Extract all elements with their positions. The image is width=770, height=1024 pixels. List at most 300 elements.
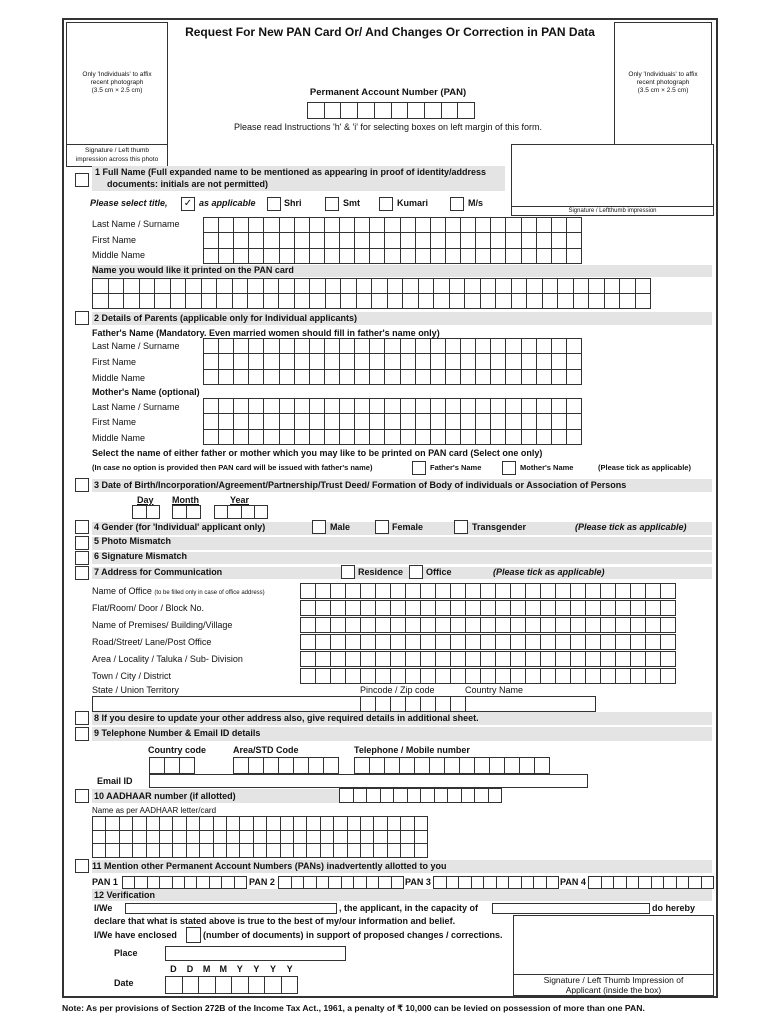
char-cell[interactable] — [385, 354, 400, 369]
char-cell[interactable] — [451, 618, 466, 633]
char-cell[interactable] — [391, 584, 406, 599]
char-cell[interactable] — [451, 584, 466, 599]
char-cell[interactable] — [541, 635, 556, 650]
char-cell[interactable] — [317, 877, 330, 889]
char-cell[interactable] — [310, 399, 325, 414]
dob-day-grid[interactable] — [132, 505, 160, 519]
char-cell[interactable] — [401, 430, 416, 445]
char-cell[interactable] — [421, 584, 436, 599]
char-cell[interactable] — [392, 103, 409, 119]
char-cell[interactable] — [541, 669, 556, 684]
char-cell[interactable] — [571, 618, 586, 633]
char-cell[interactable] — [446, 414, 461, 429]
char-cell[interactable] — [248, 279, 264, 294]
aadhaar-grid[interactable] — [339, 788, 502, 803]
char-cell[interactable] — [552, 370, 567, 385]
char-cell[interactable] — [376, 601, 391, 616]
char-cell[interactable] — [331, 652, 346, 667]
char-cell[interactable] — [522, 414, 537, 429]
char-cell[interactable] — [567, 370, 582, 385]
char-cell[interactable] — [147, 506, 161, 519]
char-cell[interactable] — [374, 831, 387, 845]
char-cell[interactable] — [586, 652, 601, 667]
char-cell[interactable] — [601, 584, 616, 599]
char-cell[interactable] — [408, 789, 422, 803]
char-cell[interactable] — [401, 370, 416, 385]
char-cell[interactable] — [401, 339, 416, 354]
char-cell[interactable] — [472, 877, 485, 889]
char-cell[interactable] — [340, 233, 355, 248]
char-cell[interactable] — [370, 339, 385, 354]
char-cell[interactable] — [526, 601, 541, 616]
char-cell[interactable] — [166, 977, 183, 994]
char-cell[interactable] — [217, 279, 233, 294]
char-cell[interactable] — [264, 370, 279, 385]
char-cell[interactable] — [254, 844, 267, 858]
char-cell[interactable] — [586, 669, 601, 684]
char-cell[interactable] — [476, 399, 491, 414]
char-cell[interactable] — [388, 279, 404, 294]
char-cell[interactable] — [240, 817, 253, 831]
date-grid[interactable] — [165, 976, 298, 994]
char-cell[interactable] — [355, 414, 370, 429]
char-cell[interactable] — [295, 399, 310, 414]
char-cell[interactable] — [171, 294, 187, 309]
char-cell[interactable] — [204, 233, 219, 248]
char-cell[interactable] — [616, 618, 631, 633]
char-cell[interactable] — [661, 635, 676, 650]
char-cell[interactable] — [301, 635, 316, 650]
char-cell[interactable] — [331, 584, 346, 599]
char-cell[interactable] — [481, 669, 496, 684]
char-cell[interactable] — [392, 877, 405, 889]
section-7-checkbox[interactable] — [75, 566, 89, 580]
char-cell[interactable] — [526, 618, 541, 633]
char-cell[interactable] — [264, 399, 279, 414]
char-cell[interactable] — [388, 294, 404, 309]
char-cell[interactable] — [120, 844, 133, 858]
char-cell[interactable] — [310, 354, 325, 369]
char-cell[interactable] — [280, 339, 295, 354]
char-cell[interactable] — [279, 758, 294, 774]
char-cell[interactable] — [406, 635, 421, 650]
char-cell[interactable] — [511, 618, 526, 633]
char-cell[interactable] — [282, 977, 299, 994]
char-cell[interactable] — [358, 103, 375, 119]
char-cell[interactable] — [401, 414, 416, 429]
char-cell[interactable] — [416, 414, 431, 429]
char-cell[interactable] — [249, 233, 264, 248]
char-cell[interactable] — [506, 414, 521, 429]
char-cell[interactable] — [446, 233, 461, 248]
char-cell[interactable] — [461, 233, 476, 248]
char-cell[interactable] — [219, 370, 234, 385]
char-cell[interactable] — [265, 977, 282, 994]
char-cell[interactable] — [385, 370, 400, 385]
char-cell[interactable] — [552, 414, 567, 429]
char-cell[interactable] — [506, 430, 521, 445]
char-cell[interactable] — [556, 584, 571, 599]
char-cell[interactable] — [639, 877, 652, 889]
char-cell[interactable] — [451, 601, 466, 616]
char-cell[interactable] — [264, 233, 279, 248]
char-cell[interactable] — [586, 618, 601, 633]
char-cell[interactable] — [506, 339, 521, 354]
char-cell[interactable] — [522, 370, 537, 385]
char-cell[interactable] — [497, 877, 510, 889]
char-cell[interactable] — [354, 877, 367, 889]
char-cell[interactable] — [434, 294, 450, 309]
char-cell[interactable] — [370, 249, 385, 264]
char-cell[interactable] — [616, 652, 631, 667]
char-cell[interactable] — [425, 103, 442, 119]
char-cell[interactable] — [370, 218, 385, 233]
char-cell[interactable] — [307, 844, 320, 858]
char-cell[interactable] — [602, 877, 615, 889]
char-cell[interactable] — [631, 601, 646, 616]
char-cell[interactable] — [324, 758, 339, 774]
char-cell[interactable] — [646, 669, 661, 684]
char-cell[interactable] — [355, 249, 370, 264]
char-cell[interactable] — [292, 877, 305, 889]
char-cell[interactable] — [614, 877, 627, 889]
char-cell[interactable] — [448, 789, 462, 803]
char-cell[interactable] — [93, 279, 109, 294]
capacity-input[interactable] — [492, 903, 650, 914]
char-cell[interactable] — [370, 414, 385, 429]
char-cell[interactable] — [310, 339, 325, 354]
char-cell[interactable] — [173, 506, 187, 519]
section-1-checkbox[interactable] — [75, 173, 89, 187]
title-smt-checkbox[interactable] — [325, 197, 339, 211]
char-cell[interactable] — [124, 294, 140, 309]
char-cell[interactable] — [295, 279, 311, 294]
char-cell[interactable] — [249, 339, 264, 354]
char-cell[interactable] — [307, 831, 320, 845]
char-cell[interactable] — [601, 669, 616, 684]
char-cell[interactable] — [461, 399, 476, 414]
char-cell[interactable] — [445, 758, 460, 774]
char-cell[interactable] — [374, 817, 387, 831]
char-cell[interactable] — [280, 399, 295, 414]
char-cell[interactable] — [109, 279, 125, 294]
char-cell[interactable] — [401, 354, 416, 369]
char-cell[interactable] — [435, 789, 449, 803]
char-cell[interactable] — [481, 635, 496, 650]
char-cell[interactable] — [385, 430, 400, 445]
char-cell[interactable] — [200, 844, 213, 858]
char-cell[interactable] — [346, 618, 361, 633]
char-cell[interactable] — [446, 218, 461, 233]
char-cell[interactable] — [689, 877, 702, 889]
char-cell[interactable] — [522, 339, 537, 354]
signature-box-bottom[interactable] — [513, 915, 714, 996]
char-cell[interactable] — [106, 844, 119, 858]
char-cell[interactable] — [264, 294, 280, 309]
char-cell[interactable] — [537, 399, 552, 414]
char-cell[interactable] — [506, 249, 521, 264]
char-cell[interactable] — [361, 584, 376, 599]
char-cell[interactable] — [522, 354, 537, 369]
char-cell[interactable] — [202, 279, 218, 294]
char-cell[interactable] — [249, 414, 264, 429]
char-cell[interactable] — [481, 279, 497, 294]
char-cell[interactable] — [200, 831, 213, 845]
char-cell[interactable] — [361, 652, 376, 667]
char-cell[interactable] — [466, 652, 481, 667]
char-cell[interactable] — [264, 414, 279, 429]
char-cell[interactable] — [187, 844, 200, 858]
char-cell[interactable] — [571, 584, 586, 599]
char-cell[interactable] — [357, 294, 373, 309]
char-cell[interactable] — [280, 370, 295, 385]
char-cell[interactable] — [586, 601, 601, 616]
char-cell[interactable] — [340, 354, 355, 369]
char-cell[interactable] — [200, 817, 213, 831]
char-cell[interactable] — [240, 844, 253, 858]
char-cell[interactable] — [326, 294, 342, 309]
char-cell[interactable] — [133, 844, 146, 858]
char-cell[interactable] — [222, 877, 234, 889]
char-cell[interactable] — [310, 233, 325, 248]
char-cell[interactable] — [661, 618, 676, 633]
char-cell[interactable] — [416, 430, 431, 445]
char-cell[interactable] — [461, 354, 476, 369]
char-cell[interactable] — [316, 652, 331, 667]
area-grid[interactable] — [300, 651, 676, 667]
char-cell[interactable] — [294, 817, 307, 831]
char-cell[interactable] — [627, 877, 640, 889]
char-cell[interactable] — [355, 399, 370, 414]
char-cell[interactable] — [160, 817, 173, 831]
char-cell[interactable] — [254, 831, 267, 845]
char-cell[interactable] — [496, 618, 511, 633]
char-cell[interactable] — [376, 697, 391, 712]
char-cell[interactable] — [361, 601, 376, 616]
char-cell[interactable] — [526, 652, 541, 667]
char-cell[interactable] — [406, 697, 421, 712]
char-cell[interactable] — [552, 233, 567, 248]
char-cell[interactable] — [160, 877, 172, 889]
char-cell[interactable] — [326, 279, 342, 294]
char-cell[interactable] — [605, 294, 621, 309]
char-cell[interactable] — [227, 817, 240, 831]
char-cell[interactable] — [346, 584, 361, 599]
char-cell[interactable] — [183, 977, 200, 994]
char-cell[interactable] — [436, 584, 451, 599]
char-cell[interactable] — [506, 370, 521, 385]
char-cell[interactable] — [361, 697, 376, 712]
char-cell[interactable] — [574, 294, 590, 309]
char-cell[interactable] — [217, 294, 233, 309]
char-cell[interactable] — [340, 249, 355, 264]
char-cell[interactable] — [401, 399, 416, 414]
char-cell[interactable] — [543, 294, 559, 309]
char-cell[interactable] — [204, 399, 219, 414]
pan3-grid[interactable] — [433, 876, 559, 889]
char-cell[interactable] — [522, 399, 537, 414]
char-cell[interactable] — [552, 218, 567, 233]
char-cell[interactable] — [140, 279, 156, 294]
char-cell[interactable] — [476, 414, 491, 429]
char-cell[interactable] — [120, 817, 133, 831]
char-cell[interactable] — [436, 601, 451, 616]
char-cell[interactable] — [219, 339, 234, 354]
char-cell[interactable] — [295, 370, 310, 385]
char-cell[interactable] — [391, 652, 406, 667]
char-cell[interactable] — [304, 877, 317, 889]
char-cell[interactable] — [436, 635, 451, 650]
char-cell[interactable] — [308, 103, 325, 119]
char-cell[interactable] — [147, 817, 160, 831]
char-cell[interactable] — [331, 601, 346, 616]
char-cell[interactable] — [465, 294, 481, 309]
pincode-grid[interactable] — [360, 696, 466, 712]
char-cell[interactable] — [631, 618, 646, 633]
char-cell[interactable] — [355, 370, 370, 385]
char-cell[interactable] — [295, 233, 310, 248]
char-cell[interactable] — [240, 831, 253, 845]
char-cell[interactable] — [234, 233, 249, 248]
char-cell[interactable] — [520, 758, 535, 774]
char-cell[interactable] — [481, 584, 496, 599]
char-cell[interactable] — [329, 877, 342, 889]
char-cell[interactable] — [431, 339, 446, 354]
char-cell[interactable] — [106, 817, 119, 831]
char-cell[interactable] — [147, 844, 160, 858]
char-cell[interactable] — [248, 294, 264, 309]
char-cell[interactable] — [199, 977, 216, 994]
char-cell[interactable] — [419, 294, 435, 309]
char-cell[interactable] — [526, 669, 541, 684]
char-cell[interactable] — [491, 218, 506, 233]
char-cell[interactable] — [652, 877, 665, 889]
char-cell[interactable] — [491, 430, 506, 445]
char-cell[interactable] — [279, 279, 295, 294]
char-cell[interactable] — [556, 652, 571, 667]
char-cell[interactable] — [93, 831, 106, 845]
char-cell[interactable] — [394, 789, 408, 803]
char-cell[interactable] — [310, 218, 325, 233]
char-cell[interactable] — [233, 294, 249, 309]
char-cell[interactable] — [446, 249, 461, 264]
char-cell[interactable] — [370, 233, 385, 248]
char-cell[interactable] — [341, 294, 357, 309]
char-cell[interactable] — [496, 601, 511, 616]
char-cell[interactable] — [401, 233, 416, 248]
char-cell[interactable] — [355, 218, 370, 233]
char-cell[interactable] — [526, 635, 541, 650]
char-cell[interactable] — [264, 249, 279, 264]
char-cell[interactable] — [406, 584, 421, 599]
char-cell[interactable] — [355, 339, 370, 354]
char-cell[interactable] — [512, 279, 528, 294]
char-cell[interactable] — [496, 294, 512, 309]
char-cell[interactable] — [307, 817, 320, 831]
char-cell[interactable] — [340, 789, 354, 803]
char-cell[interactable] — [355, 758, 370, 774]
char-cell[interactable] — [204, 430, 219, 445]
char-cell[interactable] — [361, 831, 374, 845]
char-cell[interactable] — [325, 414, 340, 429]
char-cell[interactable] — [431, 399, 446, 414]
char-cell[interactable] — [541, 584, 556, 599]
char-cell[interactable] — [558, 294, 574, 309]
char-cell[interactable] — [601, 652, 616, 667]
char-cell[interactable] — [465, 279, 481, 294]
char-cell[interactable] — [436, 669, 451, 684]
section-3-checkbox[interactable] — [75, 478, 89, 492]
char-cell[interactable] — [436, 652, 451, 667]
char-cell[interactable] — [431, 430, 446, 445]
char-cell[interactable] — [348, 831, 361, 845]
title-shri-checkbox[interactable] — [267, 197, 281, 211]
char-cell[interactable] — [214, 817, 227, 831]
char-cell[interactable] — [511, 584, 526, 599]
char-cell[interactable] — [197, 877, 209, 889]
char-cell[interactable] — [301, 669, 316, 684]
char-cell[interactable] — [249, 249, 264, 264]
char-cell[interactable] — [150, 758, 165, 774]
char-cell[interactable] — [391, 697, 406, 712]
char-cell[interactable] — [403, 294, 419, 309]
char-cell[interactable] — [496, 584, 511, 599]
char-cell[interactable] — [421, 697, 436, 712]
char-cell[interactable] — [552, 249, 567, 264]
char-cell[interactable] — [401, 844, 414, 858]
char-cell[interactable] — [187, 831, 200, 845]
char-cell[interactable] — [522, 430, 537, 445]
char-cell[interactable] — [416, 249, 431, 264]
char-cell[interactable] — [331, 669, 346, 684]
char-cell[interactable] — [636, 294, 652, 309]
char-cell[interactable] — [522, 233, 537, 248]
char-cell[interactable] — [391, 618, 406, 633]
char-cell[interactable] — [431, 218, 446, 233]
char-cell[interactable] — [160, 844, 173, 858]
char-cell[interactable] — [367, 877, 380, 889]
char-cell[interactable] — [461, 430, 476, 445]
char-cell[interactable] — [325, 249, 340, 264]
char-cell[interactable] — [534, 877, 547, 889]
char-cell[interactable] — [140, 294, 156, 309]
char-cell[interactable] — [280, 233, 295, 248]
char-cell[interactable] — [228, 506, 241, 519]
town-grid[interactable] — [300, 668, 676, 684]
char-cell[interactable] — [466, 601, 481, 616]
char-cell[interactable] — [446, 430, 461, 445]
char-cell[interactable] — [341, 279, 357, 294]
char-cell[interactable] — [476, 370, 491, 385]
char-cell[interactable] — [249, 354, 264, 369]
char-cell[interactable] — [227, 831, 240, 845]
char-cell[interactable] — [451, 697, 466, 712]
char-cell[interactable] — [491, 354, 506, 369]
char-cell[interactable] — [646, 652, 661, 667]
char-cell[interactable] — [219, 233, 234, 248]
char-cell[interactable] — [552, 399, 567, 414]
char-cell[interactable] — [325, 430, 340, 445]
char-cell[interactable] — [295, 294, 311, 309]
char-cell[interactable] — [93, 817, 106, 831]
char-cell[interactable] — [173, 817, 186, 831]
char-cell[interactable] — [316, 584, 331, 599]
pan1-grid[interactable] — [122, 876, 247, 889]
char-cell[interactable] — [204, 354, 219, 369]
char-cell[interactable] — [216, 977, 233, 994]
char-cell[interactable] — [391, 601, 406, 616]
char-cell[interactable] — [466, 618, 481, 633]
